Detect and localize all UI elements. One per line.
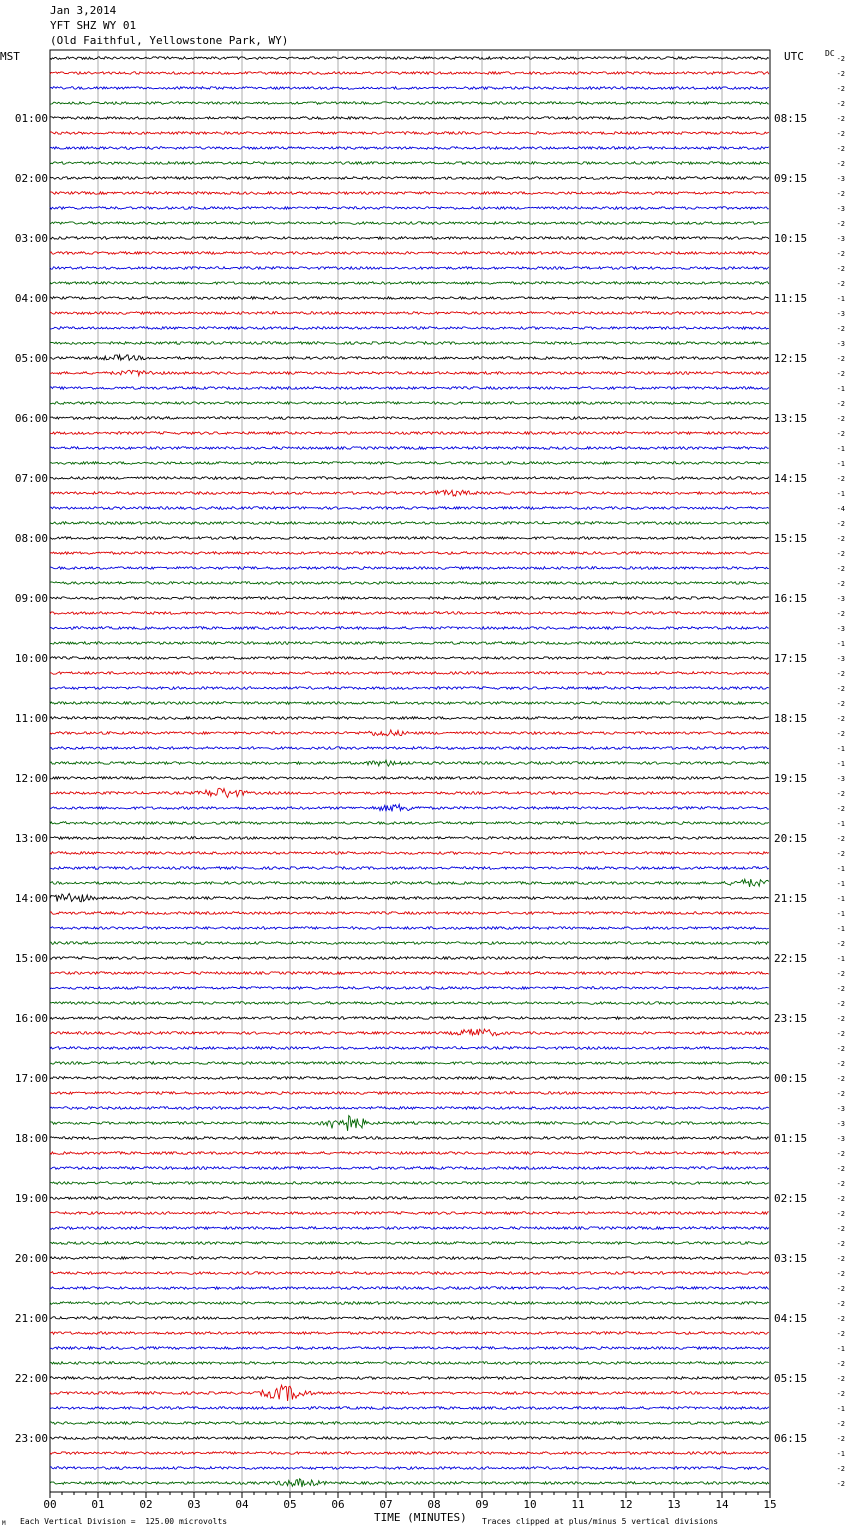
trace-line: [50, 1452, 769, 1455]
dc-offset-value: -3: [836, 775, 845, 783]
x-tick-label: 09: [475, 1498, 489, 1511]
corner-mark: M: [2, 1520, 6, 1527]
dc-offset-value: -2: [836, 1165, 845, 1173]
trace-line: [50, 1212, 769, 1215]
trace-line: [50, 87, 769, 90]
dc-offset-value: -2: [836, 520, 845, 528]
right-hour-label: 22:15: [774, 952, 808, 965]
trace-line: [50, 1257, 769, 1260]
trace-line: [50, 355, 769, 360]
right-hour-label: 23:15: [774, 1012, 808, 1025]
right-hour-label: 06:15: [774, 1432, 808, 1445]
dc-offset-value: -3: [836, 235, 845, 243]
dc-offset-value: -2: [836, 565, 845, 573]
trace-line: [50, 879, 769, 887]
dc-offset-value: -2: [836, 835, 845, 843]
clip-note: Traces clipped at plus/minus 5 vertical divisions: [482, 1517, 719, 1526]
dc-offset-value: -2: [836, 160, 845, 168]
dc-offset-value: -2: [836, 1075, 845, 1083]
trace-line: [50, 477, 769, 480]
trace-line: [50, 327, 769, 330]
dc-offset-value: -2: [836, 325, 845, 333]
plot-frame: [50, 50, 770, 1492]
trace-line: [50, 237, 769, 240]
trace-line: [50, 417, 769, 420]
left-hour-label: 06:00: [14, 412, 48, 425]
left-hour-label: 10:00: [14, 652, 48, 665]
dc-offset-value: -2: [836, 730, 845, 738]
dc-offset-value: -1: [836, 460, 845, 468]
x-tick-label: 15: [763, 1498, 777, 1511]
left-hour-label: 01:00: [14, 112, 48, 125]
dc-offset-value: -2: [836, 1330, 845, 1338]
trace-line: [50, 702, 769, 705]
dc-offset-value: -1: [836, 865, 845, 873]
left-hour-label: 05:00: [14, 352, 48, 365]
right-hour-label: 18:15: [774, 712, 808, 725]
left-timezone-label: MST: [0, 50, 20, 63]
dc-offset-value: -2: [836, 1420, 845, 1428]
left-hour-label: 12:00: [14, 772, 48, 785]
trace-line: [50, 1377, 769, 1380]
trace-line: [50, 432, 769, 435]
x-tick-label: 12: [619, 1498, 633, 1511]
dc-offset-value: -2: [836, 610, 845, 618]
right-hour-label: 17:15: [774, 652, 808, 665]
dc-offset-value: -1: [836, 880, 845, 888]
dc-offset-value: -1: [836, 385, 845, 393]
right-hour-label: 03:15: [774, 1252, 808, 1265]
right-hour-label: 00:15: [774, 1072, 808, 1085]
trace-line: [50, 507, 769, 510]
left-hour-label: 18:00: [14, 1132, 48, 1145]
dc-offset-value: -1: [836, 820, 845, 828]
trace-line: [50, 852, 769, 855]
trace-line: [50, 1385, 769, 1401]
trace-line: [50, 1182, 769, 1185]
x-tick-label: 08: [427, 1498, 441, 1511]
trace-line: [50, 342, 769, 345]
trace-line: [50, 132, 769, 135]
dc-offset-value: -2: [836, 1000, 845, 1008]
dc-offset-value: -2: [836, 580, 845, 588]
x-tick-label: 03: [187, 1498, 201, 1511]
dc-offset-value: -2: [836, 550, 845, 558]
dc-offset-value: -2: [836, 1465, 845, 1473]
dc-offset-value: -1: [836, 955, 845, 963]
dc-offset-value: -3: [836, 340, 845, 348]
trace-line: [50, 657, 769, 660]
trace-line: [50, 987, 769, 990]
trace-line: [50, 717, 769, 720]
dc-offset-value: -2: [836, 940, 845, 948]
left-hour-label: 17:00: [14, 1072, 48, 1085]
trace-line: [50, 1317, 769, 1320]
dc-offset-value: -2: [836, 805, 845, 813]
right-hour-label: 05:15: [774, 1372, 808, 1385]
trace-line: [50, 760, 769, 766]
trace-line: [50, 822, 769, 825]
x-tick-label: 04: [235, 1498, 249, 1511]
dc-offset-value: -2: [836, 1300, 845, 1308]
trace-line: [50, 1437, 769, 1440]
trace-line: [50, 162, 769, 165]
trace-line: [50, 1332, 769, 1335]
scale-note: Each Vertical Division = 125.00 microvolts: [20, 1517, 228, 1526]
trace-line: [50, 1167, 769, 1170]
trace-line: [50, 177, 769, 180]
trace-line: [50, 1107, 769, 1110]
dc-offset-value: -2: [836, 1270, 845, 1278]
dc-offset-value: -2: [836, 115, 845, 123]
trace-line: [50, 57, 769, 60]
trace-line: [50, 1362, 769, 1365]
trace-line: [50, 1347, 769, 1350]
right-hour-label: 14:15: [774, 472, 808, 485]
right-hour-label: 16:15: [774, 592, 808, 605]
trace-line: [50, 1137, 769, 1140]
dc-offset-value: -2: [836, 850, 845, 858]
right-hour-label: 20:15: [774, 832, 808, 845]
trace-line: [50, 788, 769, 797]
trace-line: [50, 147, 769, 150]
trace-line: [50, 1287, 769, 1290]
trace-line: [50, 942, 769, 945]
dc-offset-value: -2: [836, 1240, 845, 1248]
dc-offset-value: -2: [836, 265, 845, 273]
right-hour-label: 12:15: [774, 352, 808, 365]
dc-offset-value: -2: [836, 430, 845, 438]
trace-line: [50, 222, 769, 225]
dc-offset-value: -1: [836, 1450, 845, 1458]
trace-line: [50, 252, 769, 255]
left-hour-label: 22:00: [14, 1372, 48, 1385]
trace-line: [50, 207, 769, 210]
dc-offset-value: -2: [836, 1480, 845, 1488]
dc-offset-value: -2: [836, 1225, 845, 1233]
right-hour-label: 01:15: [774, 1132, 808, 1145]
trace-line: [50, 1302, 769, 1305]
dc-offset-value: -2: [836, 280, 845, 288]
station-label: YFT SHZ WY 01: [50, 19, 137, 32]
left-hour-label: 13:00: [14, 832, 48, 845]
dc-offset-value: -2: [836, 220, 845, 228]
dc-offset-value: -3: [836, 595, 845, 603]
trace-line: [50, 1407, 769, 1410]
trace-line: [50, 490, 769, 496]
dc-offset-value: -2: [836, 1285, 845, 1293]
trace-line: [50, 1092, 769, 1095]
x-tick-label: 07: [379, 1498, 393, 1511]
trace-line: [50, 927, 769, 930]
dc-offset-value: -2: [836, 1375, 845, 1383]
trace-line: [50, 462, 769, 465]
trace-line: [50, 894, 769, 902]
dc-offset-value: -2: [836, 970, 845, 978]
dc-offset-value: -2: [836, 475, 845, 483]
dc-offset-value: -1: [836, 295, 845, 303]
left-hour-label: 16:00: [14, 1012, 48, 1025]
trace-line: [50, 1467, 769, 1470]
left-hour-label: 19:00: [14, 1192, 48, 1205]
dc-offset-value: -2: [836, 700, 845, 708]
left-hour-label: 21:00: [14, 1312, 48, 1325]
dc-offset-value: -2: [836, 790, 845, 798]
dc-offset-value: -2: [836, 130, 845, 138]
dc-offset-value: -1: [836, 1345, 845, 1353]
dc-offset-value: -2: [836, 670, 845, 678]
trace-line: [50, 537, 769, 540]
trace-line: [50, 387, 769, 390]
dc-label: DC: [825, 49, 835, 58]
dc-offset-value: -2: [836, 415, 845, 423]
dc-offset-value: -3: [836, 205, 845, 213]
dc-offset-value: -2: [836, 1210, 845, 1218]
trace-line: [50, 627, 769, 630]
trace-line: [50, 1029, 769, 1036]
dc-offset-value: -1: [836, 910, 845, 918]
left-hour-label: 03:00: [14, 232, 48, 245]
trace-line: [50, 370, 769, 375]
trace-line: [50, 117, 769, 120]
dc-offset-value: -2: [836, 355, 845, 363]
dc-offset-value: -2: [836, 370, 845, 378]
trace-line: [50, 402, 769, 405]
right-hour-label: 09:15: [774, 172, 808, 185]
dc-offset-value: -2: [836, 1090, 845, 1098]
dc-offset-value: -2: [836, 1180, 845, 1188]
dc-offset-value: -2: [836, 190, 845, 198]
location-label: (Old Faithful, Yellowstone Park, WY): [50, 34, 289, 47]
x-tick-label: 06: [331, 1498, 345, 1511]
trace-line: [50, 1242, 769, 1245]
trace-line: [50, 730, 769, 736]
trace-line: [50, 312, 769, 315]
x-tick-label: 13: [667, 1498, 681, 1511]
dc-offset-value: -1: [836, 745, 845, 753]
left-hour-label: 09:00: [14, 592, 48, 605]
dc-offset-value: -2: [836, 145, 845, 153]
left-hour-label: 11:00: [14, 712, 48, 725]
right-hour-label: 04:15: [774, 1312, 808, 1325]
left-hour-label: 04:00: [14, 292, 48, 305]
dc-offset-value: -4: [836, 505, 845, 513]
left-hour-label: 14:00: [14, 892, 48, 905]
trace-line: [50, 567, 769, 570]
trace-line: [50, 1047, 769, 1050]
x-axis-title: TIME (MINUTES): [374, 1511, 467, 1524]
x-tick-label: 02: [139, 1498, 153, 1511]
right-hour-label: 21:15: [774, 892, 808, 905]
trace-line: [50, 597, 769, 600]
trace-line: [50, 267, 769, 270]
dc-offset-value: -3: [836, 1105, 845, 1113]
trace-line: [50, 867, 769, 870]
trace-line: [50, 672, 769, 675]
trace-line: [50, 1017, 769, 1020]
x-tick-label: 00: [43, 1498, 57, 1511]
dc-offset-value: -3: [836, 625, 845, 633]
trace-line: [50, 1002, 769, 1005]
dc-offset-value: -1: [836, 925, 845, 933]
trace-line: [50, 297, 769, 300]
left-hour-label: 20:00: [14, 1252, 48, 1265]
dc-offset-value: -2: [836, 85, 845, 93]
dc-offset-value: -3: [836, 310, 845, 318]
right-hour-label: 11:15: [774, 292, 808, 305]
left-hour-label: 15:00: [14, 952, 48, 965]
trace-line: [50, 102, 769, 105]
trace-line: [50, 642, 769, 645]
trace-line: [50, 1227, 769, 1230]
dc-offset-value: -1: [836, 1405, 845, 1413]
left-hour-label: 23:00: [14, 1432, 48, 1445]
dc-offset-value: -2: [836, 715, 845, 723]
x-tick-label: 14: [715, 1498, 729, 1511]
trace-line: [50, 957, 769, 960]
dc-offset-value: -2: [836, 1360, 845, 1368]
trace-line: [50, 552, 769, 555]
dc-offset-value: -3: [836, 655, 845, 663]
dc-offset-value: -2: [836, 1390, 845, 1398]
left-hour-label: 07:00: [14, 472, 48, 485]
dc-offset-value: -2: [836, 1015, 845, 1023]
trace-line: [50, 1077, 769, 1080]
right-hour-label: 13:15: [774, 412, 808, 425]
dc-offset-value: -2: [836, 55, 845, 63]
dc-offset-value: -2: [836, 535, 845, 543]
dc-offset-value: -2: [836, 70, 845, 78]
trace-line: [50, 522, 769, 525]
dc-offset-value: -2: [836, 100, 845, 108]
dc-offset-value: -2: [836, 685, 845, 693]
left-hour-label: 08:00: [14, 532, 48, 545]
trace-line: [50, 837, 769, 840]
trace-line: [50, 1272, 769, 1275]
trace-line: [50, 1062, 769, 1065]
right-timezone-label: UTC: [784, 50, 804, 63]
dc-offset-value: -2: [836, 1150, 845, 1158]
dc-offset-value: -2: [836, 400, 845, 408]
dc-offset-value: -1: [836, 760, 845, 768]
dc-offset-value: -2: [836, 1435, 845, 1443]
left-hour-label: 02:00: [14, 172, 48, 185]
trace-line: [50, 1479, 769, 1487]
dc-offset-value: -2: [836, 1315, 845, 1323]
x-tick-label: 10: [523, 1498, 537, 1511]
trace-line: [50, 1152, 769, 1155]
right-hour-label: 10:15: [774, 232, 808, 245]
dc-offset-value: -1: [836, 490, 845, 498]
dc-offset-value: -2: [836, 1030, 845, 1038]
trace-line: [50, 72, 769, 75]
dc-offset-value: -2: [836, 1045, 845, 1053]
trace-line: [50, 1116, 769, 1131]
right-hour-label: 15:15: [774, 532, 808, 545]
trace-line: [50, 972, 769, 975]
right-hour-label: 02:15: [774, 1192, 808, 1205]
trace-line: [50, 747, 769, 750]
trace-line: [50, 582, 769, 585]
trace-line: [50, 447, 769, 450]
trace-line: [50, 687, 769, 690]
dc-offset-value: -2: [836, 985, 845, 993]
x-tick-label: 05: [283, 1498, 297, 1511]
dc-offset-value: -3: [836, 1135, 845, 1143]
dc-offset-value: -2: [836, 1060, 845, 1068]
trace-line: [50, 1197, 769, 1200]
trace-line: [50, 192, 769, 195]
right-hour-label: 19:15: [774, 772, 808, 785]
dc-offset-value: -2: [836, 250, 845, 258]
dc-offset-value: -3: [836, 175, 845, 183]
dc-offset-value: -2: [836, 1195, 845, 1203]
dc-offset-value: -1: [836, 445, 845, 453]
right-hour-label: 08:15: [774, 112, 808, 125]
dc-offset-value: -1: [836, 640, 845, 648]
trace-line: [50, 912, 769, 915]
x-tick-label: 01: [91, 1498, 105, 1511]
dc-offset-value: -1: [836, 895, 845, 903]
trace-line: [50, 1422, 769, 1425]
x-tick-label: 11: [571, 1498, 585, 1511]
trace-line: [50, 777, 769, 780]
date-label: Jan 3,2014: [50, 4, 117, 17]
trace-line: [50, 804, 769, 811]
trace-line: [50, 612, 769, 615]
trace-line: [50, 282, 769, 285]
dc-offset-value: -3: [836, 1120, 845, 1128]
dc-offset-value: -2: [836, 1255, 845, 1263]
